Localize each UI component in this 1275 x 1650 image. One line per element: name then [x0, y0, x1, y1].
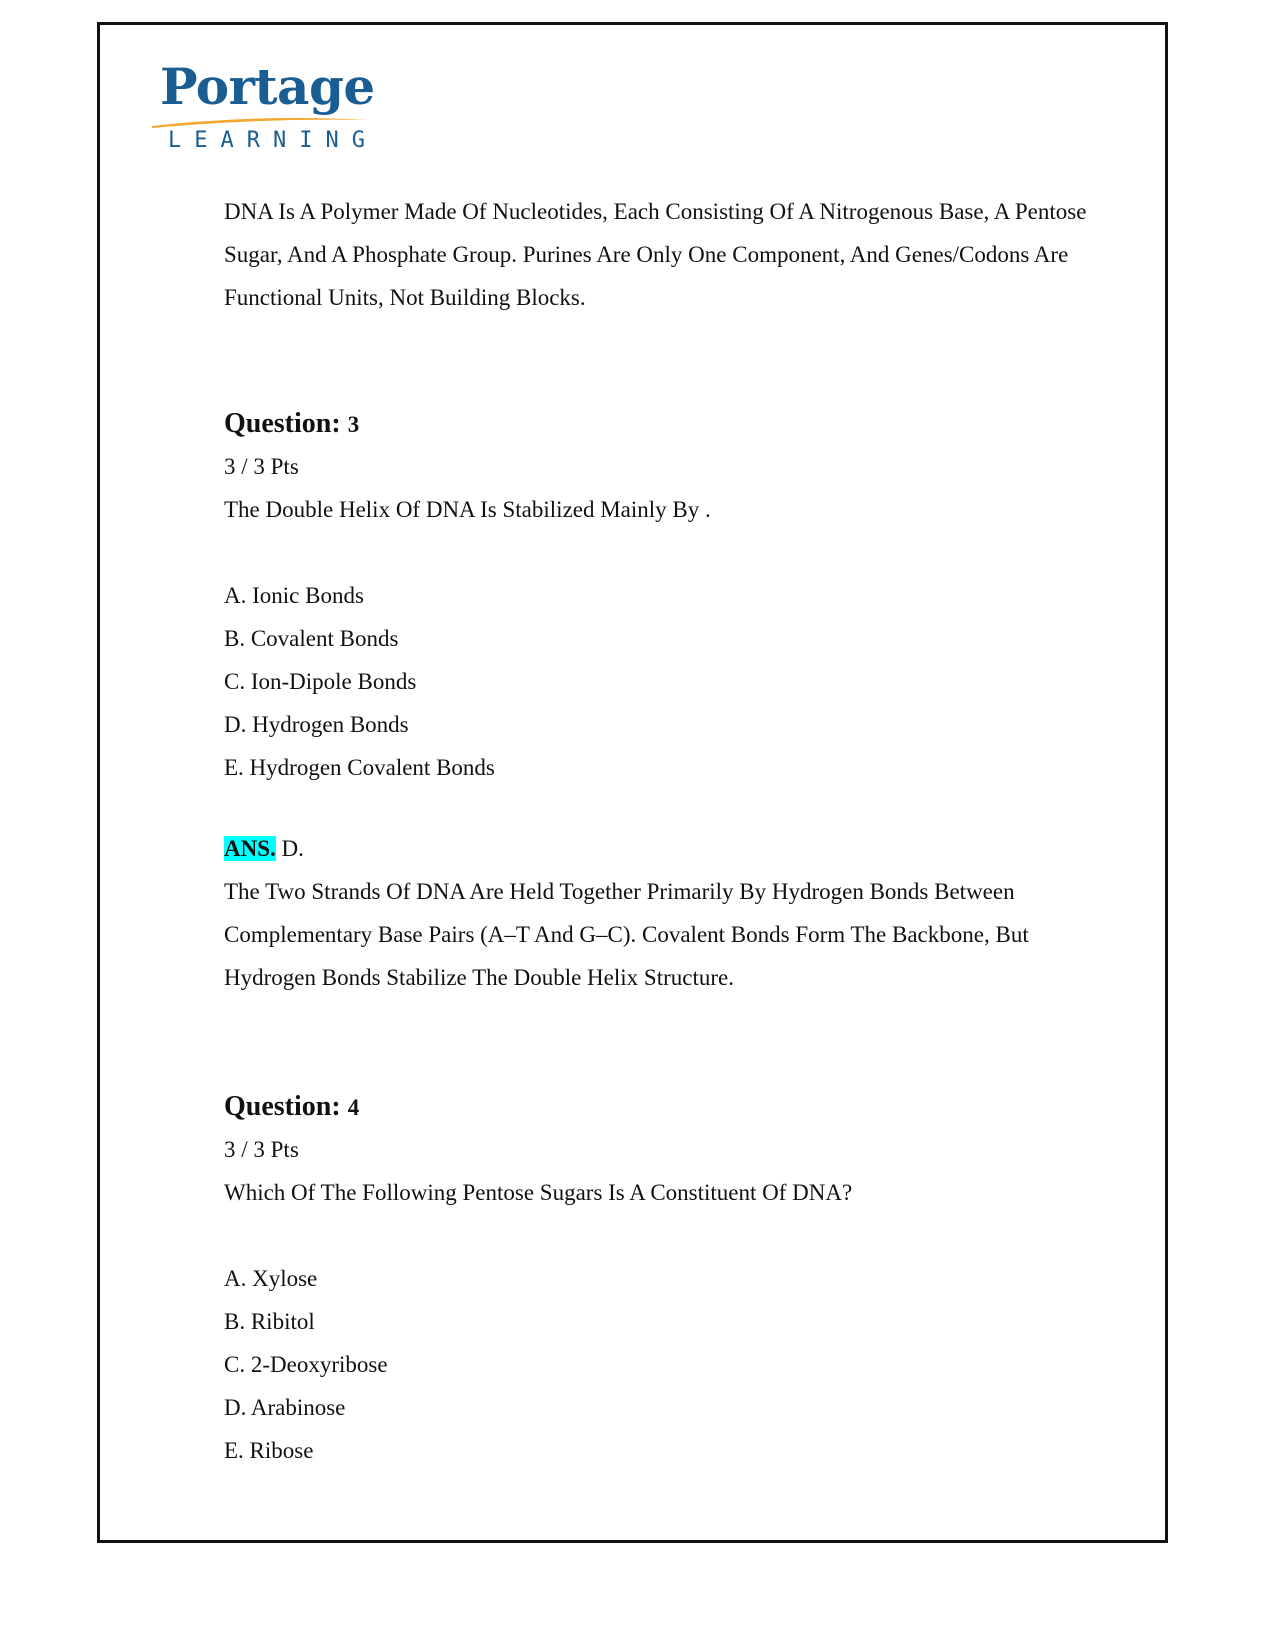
- option-b: B. Ribitol: [224, 1309, 315, 1334]
- question-prompt: Which Of The Following Pentose Sugars Is A Constituent Of DNA?: [224, 1180, 853, 1205]
- option-d: D. Hydrogen Bonds: [224, 712, 409, 737]
- answer-label: ANS.: [224, 836, 276, 861]
- answer-explanation: The Two Strands Of DNA Are Held Together Primarily By Hydrogen Bonds Between Complementary Base Pairs (A–T And G–C). Covalent Bonds Form The Backbone, But Hydrogen Bonds Stabilize The Double Helix Structure.: [224, 879, 1029, 990]
- answer-options: [224, 1257, 1114, 1472]
- option-a: A. Xylose: [224, 1266, 318, 1291]
- option-c: C. Ion-Dipole Bonds: [224, 669, 417, 694]
- portage-learning-logo: [150, 57, 378, 162]
- question-label: Question:: [224, 1091, 341, 1122]
- question-4-block: [224, 1087, 1114, 1472]
- option-a: A. Ionic Bonds: [224, 583, 364, 608]
- question-number: 3: [347, 412, 360, 437]
- question-label: Question:: [224, 408, 341, 439]
- option-e: E. Hydrogen Covalent Bonds: [224, 755, 495, 780]
- logo-wordmark: Portage: [160, 57, 375, 116]
- answer-value: D.: [281, 836, 304, 861]
- intro-paragraph: DNA Is A Polymer Made Of Nucleotides, Each Consisting Of A Nitrogenous Base, A Pentose Sugar, And A Phosphate Group. Purines Are Only One Component, And Genes/Codons Are Functional Units, Not Building Blocks.: [224, 199, 1087, 310]
- answer-options: [224, 574, 1114, 789]
- question-heading: [224, 404, 1114, 445]
- question-points: 3 / 3 Pts: [224, 1137, 299, 1162]
- question-points: 3 / 3 Pts: [224, 454, 299, 479]
- option-c: C. 2-Deoxyribose: [224, 1352, 388, 1377]
- question-heading: [224, 1087, 1114, 1128]
- option-b: B. Covalent Bonds: [224, 626, 399, 651]
- document-content: [224, 190, 1114, 1472]
- question-prompt: The Double Helix Of DNA Is Stabilized Mainly By .: [224, 497, 711, 522]
- option-e: E. Ribose: [224, 1438, 314, 1463]
- question-number: 4: [347, 1095, 360, 1120]
- question-3-block: [224, 404, 1114, 999]
- logo-subtitle: LEARNING: [168, 128, 378, 153]
- option-d: D. Arabinose: [224, 1395, 346, 1420]
- answer-line: [224, 827, 1114, 870]
